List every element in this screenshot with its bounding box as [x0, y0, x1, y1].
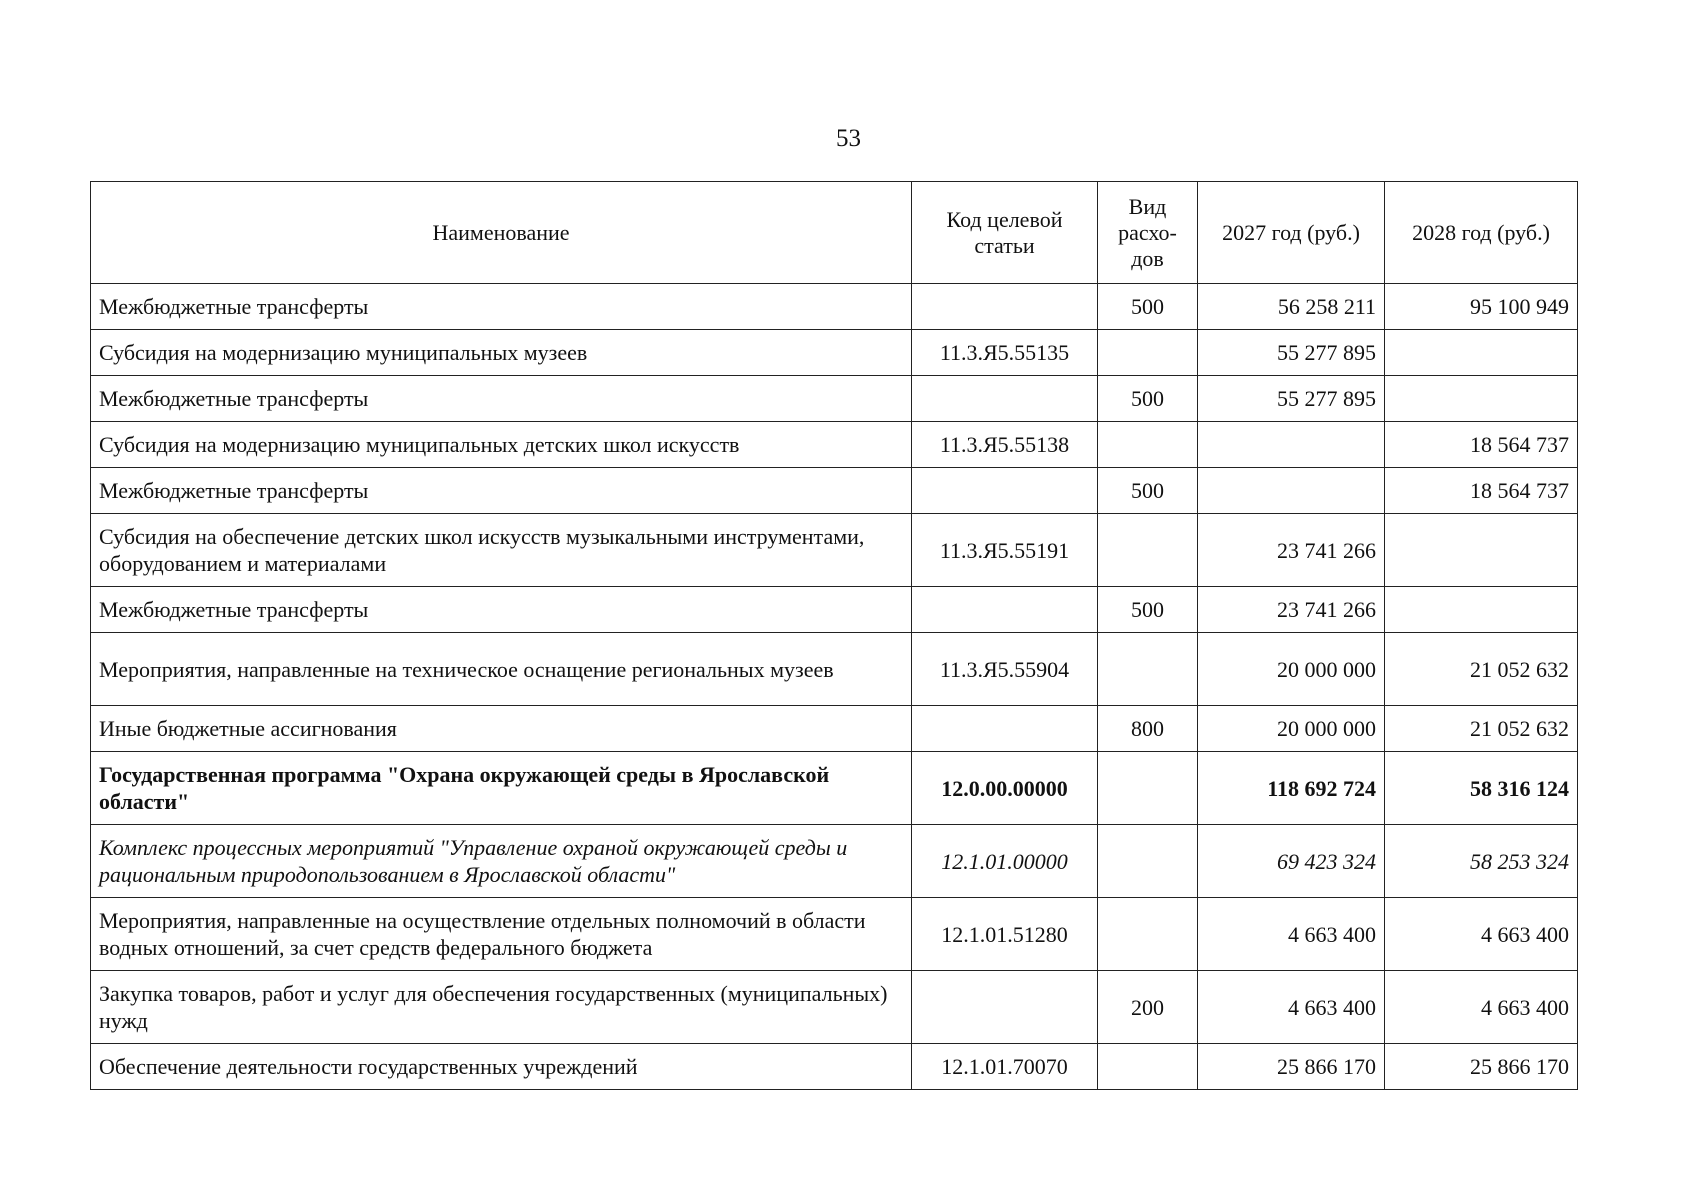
header-type: Вид расхо-дов [1098, 182, 1198, 284]
table-row [91, 514, 1578, 587]
table-row [91, 330, 1578, 376]
cell-code [912, 468, 1098, 514]
table-row [91, 284, 1578, 330]
cell-y2027: 20 000 000 [1198, 706, 1385, 752]
table-row [91, 706, 1578, 752]
cell-name: Мероприятия, направленные на техническое оснащение региональных музеев [91, 633, 912, 706]
page-number: 53 [836, 125, 861, 152]
cell-code: 12.0.00.00000 [912, 752, 1098, 825]
cell-name: Межбюджетные трансферты [91, 468, 912, 514]
cell-y2028: 4 663 400 [1385, 898, 1578, 971]
header-code: Код целевой статьи [912, 182, 1098, 284]
cell-y2027: 20 000 000 [1198, 633, 1385, 706]
cell-code [912, 706, 1098, 752]
table-row [91, 468, 1578, 514]
cell-type [1098, 514, 1198, 587]
cell-y2028: 21 052 632 [1385, 633, 1578, 706]
cell-code: 11.3.Я5.55904 [912, 633, 1098, 706]
cell-y2027: 25 866 170 [1198, 1044, 1385, 1090]
cell-y2028: 58 253 324 [1385, 825, 1578, 898]
cell-type [1098, 1044, 1198, 1090]
cell-code: 11.3.Я5.55138 [912, 422, 1098, 468]
cell-y2027: 23 741 266 [1198, 514, 1385, 587]
cell-y2027: 69 423 324 [1198, 825, 1385, 898]
cell-y2027: 118 692 724 [1198, 752, 1385, 825]
cell-y2027: 55 277 895 [1198, 376, 1385, 422]
cell-y2028: 95 100 949 [1385, 284, 1578, 330]
cell-y2027: 4 663 400 [1198, 971, 1385, 1044]
cell-y2028 [1385, 587, 1578, 633]
cell-code: 12.1.01.70070 [912, 1044, 1098, 1090]
cell-name: Мероприятия, направленные на осуществление отдельных полномочий в области водных отношений, за счет средств федерального бюджета [91, 898, 912, 971]
cell-y2028: 4 663 400 [1385, 971, 1578, 1044]
cell-code [912, 971, 1098, 1044]
cell-name: Субсидия на обеспечение детских школ искусств музыкальными инструментами, оборудованием и материалами [91, 514, 912, 587]
cell-name: Государственная программа "Охрана окружающей среды в Ярославской области" [91, 752, 912, 825]
table-row [91, 1044, 1578, 1090]
cell-type [1098, 752, 1198, 825]
cell-type: 500 [1098, 468, 1198, 514]
cell-y2028: 18 564 737 [1385, 468, 1578, 514]
table-header-row [91, 182, 1578, 284]
cell-name: Иные бюджетные ассигнования [91, 706, 912, 752]
cell-code: 11.3.Я5.55135 [912, 330, 1098, 376]
header-name: Наименование [91, 182, 912, 284]
cell-code: 12.1.01.51280 [912, 898, 1098, 971]
cell-y2028: 21 052 632 [1385, 706, 1578, 752]
table-row [91, 633, 1578, 706]
cell-name: Закупка товаров, работ и услуг для обеспечения государственных (муниципальных) нужд [91, 971, 912, 1044]
cell-type: 500 [1098, 587, 1198, 633]
cell-name: Субсидия на модернизацию муниципальных музеев [91, 330, 912, 376]
table-row [91, 971, 1578, 1044]
cell-y2027: 55 277 895 [1198, 330, 1385, 376]
cell-y2027 [1198, 468, 1385, 514]
cell-type: 800 [1098, 706, 1198, 752]
cell-name: Субсидия на модернизацию муниципальных детских школ искусств [91, 422, 912, 468]
cell-code: 12.1.01.00000 [912, 825, 1098, 898]
cell-y2028: 58 316 124 [1385, 752, 1578, 825]
cell-y2028: 25 866 170 [1385, 1044, 1578, 1090]
cell-y2027: 4 663 400 [1198, 898, 1385, 971]
cell-name: Межбюджетные трансферты [91, 284, 912, 330]
cell-name: Межбюджетные трансферты [91, 376, 912, 422]
header-2027: 2027 год (руб.) [1198, 182, 1385, 284]
cell-type [1098, 825, 1198, 898]
cell-name: Комплекс процессных мероприятий "Управление охраной окружающей среды и рациональным природопользованием в Ярославской области" [91, 825, 912, 898]
cell-y2027 [1198, 422, 1385, 468]
cell-y2028: 18 564 737 [1385, 422, 1578, 468]
cell-name: Межбюджетные трансферты [91, 587, 912, 633]
cell-code: 11.3.Я5.55191 [912, 514, 1098, 587]
cell-name: Обеспечение деятельности государственных учреждений [91, 1044, 912, 1090]
cell-type [1098, 422, 1198, 468]
table-row [91, 587, 1578, 633]
cell-y2028 [1385, 376, 1578, 422]
cell-code [912, 587, 1098, 633]
cell-y2028 [1385, 514, 1578, 587]
table-row [91, 376, 1578, 422]
cell-type [1098, 633, 1198, 706]
cell-y2028 [1385, 330, 1578, 376]
cell-code [912, 284, 1098, 330]
cell-type: 500 [1098, 284, 1198, 330]
cell-type: 200 [1098, 971, 1198, 1044]
table-body [91, 284, 1578, 1090]
budget-table [90, 181, 1578, 1090]
table-row [91, 898, 1578, 971]
table-row [91, 752, 1578, 825]
cell-type [1098, 330, 1198, 376]
cell-type: 500 [1098, 376, 1198, 422]
cell-type [1098, 898, 1198, 971]
header-2028: 2028 год (руб.) [1385, 182, 1578, 284]
cell-code [912, 376, 1098, 422]
table-row [91, 825, 1578, 898]
table-row [91, 422, 1578, 468]
cell-y2027: 23 741 266 [1198, 587, 1385, 633]
cell-y2027: 56 258 211 [1198, 284, 1385, 330]
